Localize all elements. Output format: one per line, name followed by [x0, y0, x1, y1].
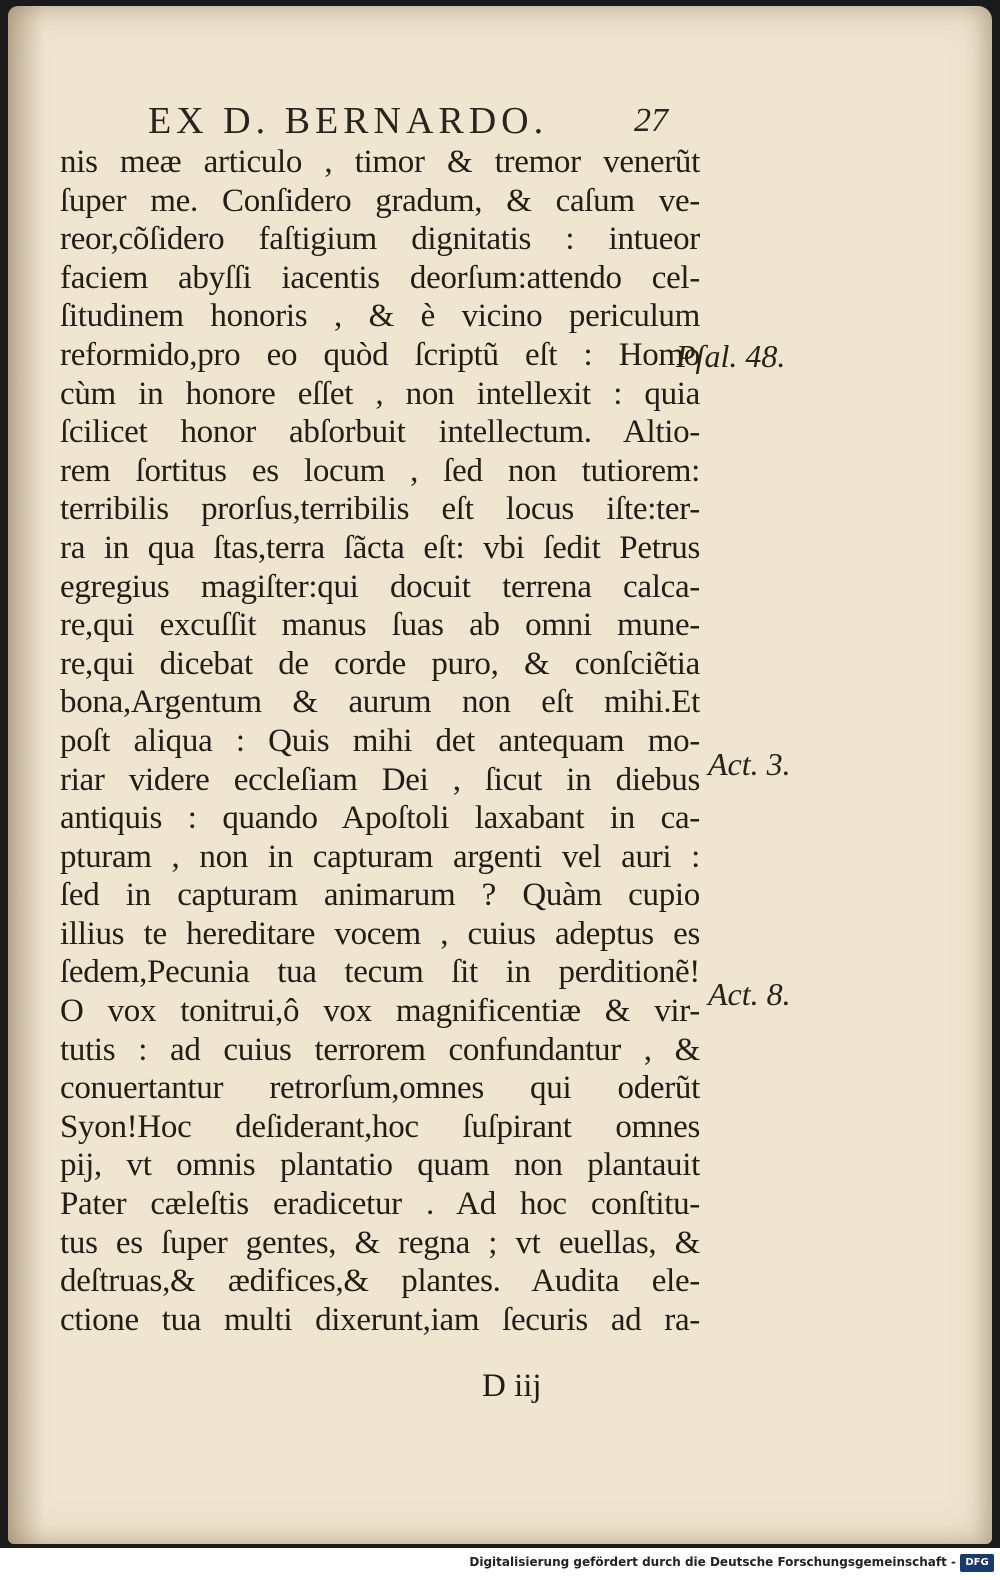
text-line: re,qui excuſſit manus ſuas ab omni mune-	[60, 607, 700, 644]
margin-note-acts-8: Act. 8.	[708, 976, 791, 1012]
text-line: ſcilicet honor abſorbuit intellectum. Altio-	[60, 414, 700, 451]
text-line: tutis : ad cuius terrorem confundantur , &	[60, 1031, 700, 1068]
funding-notice: Digitalisierung gefördert durch die Deutsche Forschungsgemeinschaft -	[469, 1555, 956, 1569]
page-number: 27	[634, 102, 668, 139]
text-line: illius te hereditare vocem , cuius adeptus es	[60, 915, 700, 952]
text-line: ſuper me. Conſidero gradum, & caſum ve-	[60, 182, 700, 219]
text-line: re,qui dicebat de corde puro, & conſciẽtia	[60, 645, 700, 682]
text-line: ſed in capturam animarum ? Quàm cupio	[60, 877, 700, 914]
text-line: conuertantur retrorſum,omnes qui oderũt	[60, 1070, 700, 1107]
text-line: nis meæ articulo , timor & tremor venerũt	[60, 144, 700, 180]
book-page	[8, 6, 992, 1544]
text-line: cùm in honore eſſet , non intellexit : quia	[60, 375, 700, 412]
text-line: antiquis : quando Apoſtoli laxabant in ca-	[60, 800, 700, 837]
text-line: ſitudinem honoris , & è vicino periculum	[60, 298, 700, 335]
text-line: riar videre eccleſiam Dei , ſicut in diebus	[60, 761, 700, 798]
text-line: ra in qua ſtas,terra ſãcta eſt: vbi ſedit Petrus	[60, 529, 700, 566]
margin-note-psalm: Pſal. 48.	[676, 338, 786, 374]
body-text	[60, 143, 700, 1339]
text-line: Syon!Hoc deſiderant,hoc ſuſpirant omnes	[60, 1108, 700, 1145]
text-line: ſedem,Pecunia tua tecum ſit in perditionẽ!	[60, 954, 700, 991]
running-head-title: EX D. BERNARDO.	[148, 100, 549, 142]
signature-mark: D iij	[482, 1368, 542, 1404]
footer-bar	[0, 1548, 1000, 1580]
text-line: bona,Argentum & aurum non eſt mihi.Et	[60, 684, 700, 721]
text-line: Pater cæleſtis eradicetur . Ad hoc conſtitu-	[60, 1186, 700, 1223]
text-line: faciem abyſſi iacentis deorſum:attendo cel-	[60, 259, 700, 296]
text-line: tus es ſuper gentes, & regna ; vt euellas, &	[60, 1224, 700, 1261]
text-line: reor,cõſidero faſtigium dignitatis : intueor	[60, 221, 700, 258]
text-line: poſt aliqua : Quis mihi det antequam mo-	[60, 722, 700, 759]
text-line: terribilis prorſus,terribilis eſt locus iſte:ter-	[60, 491, 700, 528]
text-line: reformido,pro eo quòd ſcriptũ eſt : Homo	[60, 336, 700, 373]
text-line: O vox tonitrui,ô vox magnificentiæ & vir-	[60, 993, 700, 1030]
text-line: deſtruas,& ædifices,& plantes. Audita ele-	[60, 1263, 700, 1300]
text-line: egregius magiſter:qui docuit terrena calca-	[60, 568, 700, 605]
text-line: ctione tua multi dixerunt,iam ſecuris ad ra-	[60, 1301, 700, 1338]
text-line: pij, vt omnis plantatio quam non plantauit	[60, 1147, 700, 1184]
running-head	[148, 96, 668, 146]
text-line: rem ſortitus es locum , ſed non tutiorem:	[60, 452, 700, 489]
margin-note-acts-3: Act. 3.	[708, 746, 791, 782]
dfg-logo-icon: DFG	[960, 1554, 994, 1572]
text-line: pturam , non in capturam argenti vel auri :	[60, 838, 700, 875]
